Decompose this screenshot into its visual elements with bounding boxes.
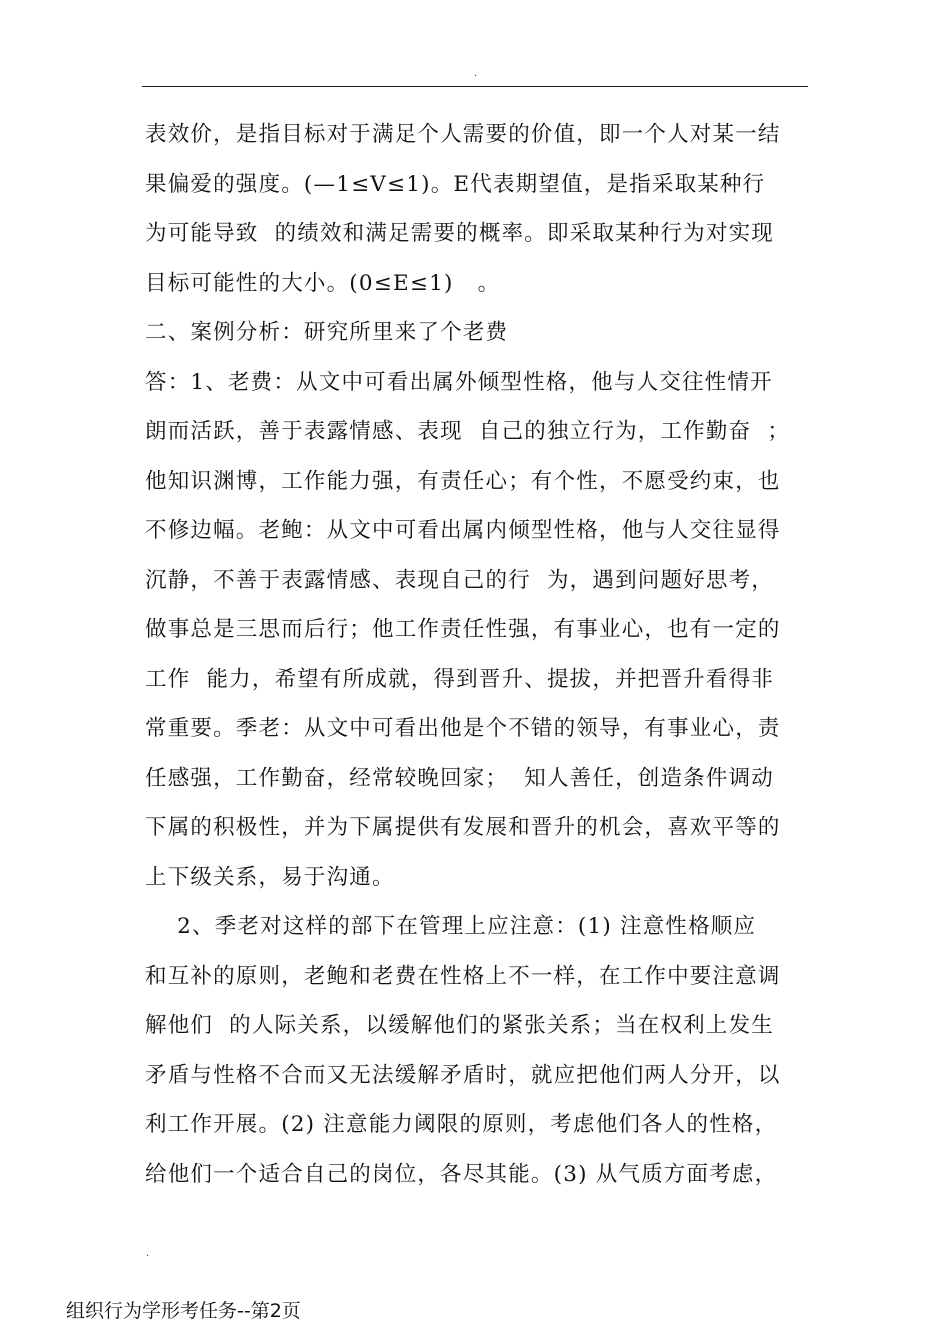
text-line: 矛盾与性格不合而又无法缓解矛盾时，就应把他们两人分开，以: [145, 1062, 781, 1088]
text-line: 不修边幅。老鲍：从文中可看出属内倾型性格，他与人交往显得: [145, 518, 781, 543]
text-line: 沉静，不善于表露情感、表现自己的行 为，遇到问题好思考，: [145, 567, 774, 593]
text-line: 常重要。季老：从文中可看出他是个不错的领导，有事业心，责: [145, 716, 781, 741]
document-body: [145, 110, 811, 1199]
text-line: 做事总是三思而后行；他工作责任性强，有事业心，也有一定的: [145, 617, 781, 642]
text-line: 利工作开展。(2) 注意能力阈限的原则，考虑他们各人的性格，: [145, 1112, 778, 1137]
header-rule: [142, 86, 808, 87]
text-line: 2、季老对这样的部下在管理上应注意：(1) 注意性格顺应: [145, 914, 757, 939]
text-line: 为可能导致 的绩效和满足需要的概率。即采取某种行为对实现: [145, 221, 774, 246]
text-line: 答：1、老费：从文中可看出属外倾型性格，他与人交往性情开: [145, 369, 773, 395]
text-line: 果偏爱的强度。(—1≤V≤1)。E代表期望值，是指采取某种行: [145, 171, 766, 197]
text-line: 给他们一个适合自己的岗位，各尽其能。(3) 从气质方面考虑，: [145, 1161, 778, 1187]
text-line: 解他们 的人际关系，以缓解他们的紧张关系；当在权利上发生: [145, 1013, 774, 1038]
text-line: 目标可能性的大小。(0≤E≤1) 。: [145, 270, 501, 296]
page-footer: 组织行为学形考任务--第2页: [66, 1300, 301, 1322]
text-line: 朗而活跃，善于表露情感、表现 自己的独立行为，工作勤奋 ；: [145, 419, 791, 444]
header-dot: .: [474, 68, 478, 79]
text-line: 二、案例分析：研究所里来了个老费: [145, 320, 509, 345]
text-line: 表效价，是指目标对于满足个人需要的价值，即一个人对某一结: [145, 122, 781, 147]
text-line: 和互补的原则，老鲍和老费在性格上不一样，在工作中要注意调: [145, 963, 781, 989]
text-line: 他知识渊博，工作能力强，有责任心；有个性，不愿受约束，也: [145, 468, 781, 494]
text-line: 任感强，工作勤奋，经常较晚回家； 知人善任，创造条件调动: [145, 765, 774, 791]
text-line: 上下级关系，易于沟通。: [145, 864, 395, 890]
text-line: 下属的积极性，并为下属提供有发展和晋升的机会，喜欢平等的: [145, 815, 781, 840]
footer-dot: .: [146, 1248, 150, 1259]
text-line: 工作 能力，希望有所成就，得到晋升、提拔，并把晋升看得非: [145, 666, 774, 692]
